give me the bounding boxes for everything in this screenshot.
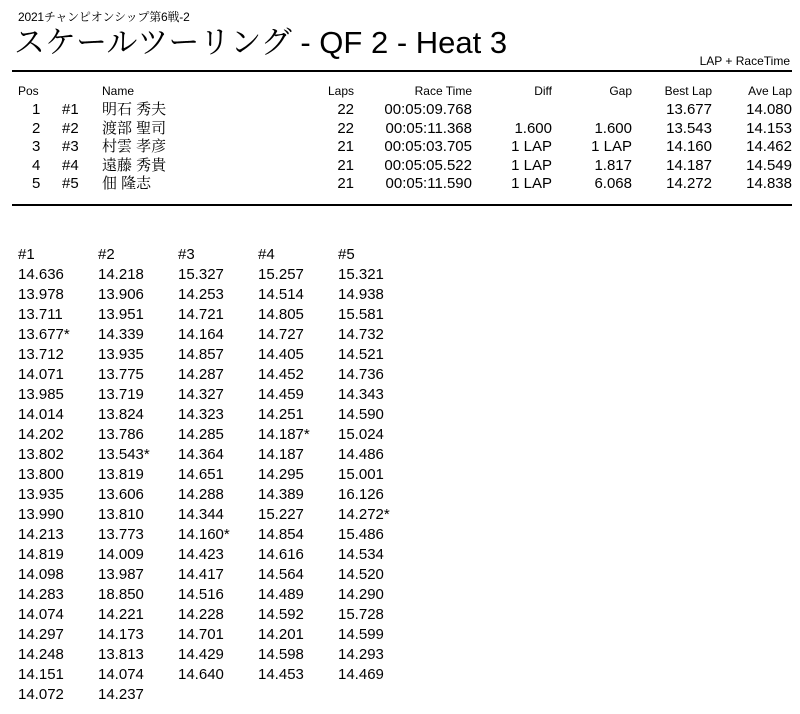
results-header-row	[0, 84, 800, 101]
lap-time: 14.616	[258, 546, 304, 563]
lap-time: 16.126	[338, 486, 384, 503]
lap-time: 14.521	[338, 346, 384, 363]
lap-time: 13.786	[98, 426, 144, 443]
lap-time: 14.459	[258, 386, 304, 403]
lap-column-header: #2	[98, 246, 115, 263]
lap-time: 13.677*	[18, 326, 70, 343]
lap-time: 14.202	[18, 426, 64, 443]
result-race-time: 00:05:05.522	[384, 156, 472, 174]
lap-time: 14.187	[258, 446, 304, 463]
result-gap: 6.068	[594, 175, 632, 193]
result-row	[0, 120, 800, 139]
lap-time: 14.469	[338, 666, 384, 683]
header-pos: Pos	[18, 84, 39, 98]
lap-time: 14.640	[178, 666, 224, 683]
lap-time: 13.712	[18, 346, 64, 363]
lap-time: 15.581	[338, 306, 384, 323]
lap-time: 14.173	[98, 626, 144, 643]
lap-time: 14.283	[18, 586, 64, 603]
lap-time: 14.287	[178, 366, 224, 383]
lap-time: 13.906	[98, 286, 144, 303]
lap-time: 18.850	[98, 586, 144, 603]
result-ave-lap: 14.080	[746, 101, 792, 118]
lap-time: 14.327	[178, 386, 224, 403]
lap-time: 15.024	[338, 426, 384, 443]
lap-column-header: #4	[258, 246, 275, 263]
header-name: Name	[102, 84, 135, 98]
lap-time: 14.253	[178, 286, 224, 303]
lap-time: 14.534	[338, 546, 384, 563]
lap-time: 13.543*	[98, 446, 150, 463]
lap-time: 14.288	[178, 486, 224, 503]
result-best-lap: 13.677	[666, 101, 712, 118]
lap-time: 14.251	[258, 406, 304, 423]
lap-time: 13.810	[98, 506, 144, 523]
lap-time: 14.009	[98, 546, 144, 563]
lap-time: 14.339	[98, 326, 144, 343]
lap-time: 13.813	[98, 646, 144, 663]
lap-time: 14.290	[338, 586, 384, 603]
result-best-lap: 13.543	[666, 119, 712, 137]
lap-time: 14.423	[178, 546, 224, 563]
lap-time: 14.599	[338, 626, 384, 643]
lap-time: 14.486	[338, 446, 384, 463]
lap-column-header: #1	[18, 246, 35, 263]
lap-time: 14.071	[18, 366, 64, 383]
result-race-time: 00:05:09.768	[384, 101, 472, 118]
result-driver-name: 遠藤 秀貴	[102, 156, 167, 174]
lap-time: 14.297	[18, 626, 64, 643]
lap-time: 14.293	[338, 646, 384, 663]
lap-time: 14.213	[18, 526, 64, 543]
result-row	[0, 101, 800, 120]
lap-time: 14.701	[178, 626, 224, 643]
result-best-lap: 14.160	[666, 138, 712, 156]
results-table	[0, 84, 800, 194]
result-laps: 21	[337, 175, 354, 193]
lap-time: 14.651	[178, 466, 224, 483]
result-driver-name: 渡部 聖司	[102, 119, 167, 137]
lap-time: 15.486	[338, 526, 384, 543]
lap-time: 14.721	[178, 306, 224, 323]
lap-time: 14.201	[258, 626, 304, 643]
lap-time: 14.072	[18, 686, 64, 703]
result-driver-name: 明石 秀夫	[102, 101, 167, 118]
lap-time: 13.719	[98, 386, 144, 403]
result-pos: 1	[32, 101, 41, 118]
lap-time: 14.590	[338, 406, 384, 423]
lap-time: 14.727	[258, 326, 304, 343]
lap-time: 13.711	[18, 306, 63, 323]
lap-time: 14.074	[98, 666, 144, 683]
lap-time: 14.343	[338, 386, 384, 403]
result-race-time: 00:05:03.705	[384, 138, 472, 156]
lap-column	[258, 245, 338, 685]
header-laps: Laps	[327, 84, 354, 98]
lap-time: 15.728	[338, 606, 384, 623]
bottom-rule	[12, 204, 792, 206]
lap-time: 14.805	[258, 306, 304, 323]
lap-time: 14.218	[98, 266, 144, 283]
result-ave-lap: 14.153	[746, 119, 792, 137]
lap-time: 13.951	[98, 306, 144, 323]
lap-column	[178, 245, 258, 685]
lap-time: 14.598	[258, 646, 304, 663]
lap-time: 14.389	[258, 486, 304, 503]
result-ave-lap: 14.462	[746, 138, 792, 156]
lap-time: 14.857	[178, 346, 224, 363]
lap-column	[98, 245, 178, 705]
result-laps: 22	[337, 119, 354, 137]
lap-time: 14.151	[18, 666, 64, 683]
lap-time: 14.344	[178, 506, 224, 523]
result-gap: 1.600	[594, 119, 632, 137]
lap-time: 14.014	[18, 406, 64, 423]
lap-time: 14.272*	[338, 506, 390, 523]
lap-time: 13.773	[98, 526, 144, 543]
header-best-lap: Best Lap	[664, 84, 712, 98]
report-subtitle: 2021チャンピオンシップ第6戦-2	[18, 10, 190, 24]
lap-time: 15.257	[258, 266, 304, 283]
report-mode: LAP + RaceTime	[699, 54, 790, 68]
lap-time: 14.248	[18, 646, 64, 663]
result-ave-lap: 14.838	[746, 175, 792, 193]
result-race-time: 00:05:11.368	[385, 119, 472, 137]
lap-time: 14.237	[98, 686, 144, 703]
lap-time: 14.819	[18, 546, 64, 563]
result-car-number: #2	[62, 119, 79, 137]
lap-time: 14.405	[258, 346, 304, 363]
result-driver-name: 村雲 孝彦	[102, 138, 167, 156]
lap-time: 13.606	[98, 486, 144, 503]
lap-time: 13.802	[18, 446, 64, 463]
lap-time: 14.564	[258, 566, 304, 583]
result-laps: 21	[337, 156, 354, 174]
result-car-number: #5	[62, 175, 79, 193]
result-row	[0, 175, 800, 194]
lap-time: 14.160*	[178, 526, 230, 543]
result-race-time: 00:05:11.590	[385, 175, 472, 193]
result-gap: 1 LAP	[591, 138, 632, 156]
lap-time: 15.227	[258, 506, 304, 523]
result-car-number: #3	[62, 138, 79, 156]
header-gap: Gap	[609, 84, 632, 98]
lap-time: 15.321	[338, 266, 384, 283]
result-best-lap: 14.187	[666, 156, 712, 174]
lap-time: 14.453	[258, 666, 304, 683]
lap-time: 14.074	[18, 606, 64, 623]
result-laps: 21	[337, 138, 354, 156]
result-diff: 1 LAP	[511, 138, 552, 156]
lap-time: 14.514	[258, 286, 304, 303]
lap-time: 14.323	[178, 406, 224, 423]
result-ave-lap: 14.549	[746, 156, 792, 174]
lap-time: 13.824	[98, 406, 144, 423]
lap-time: 14.429	[178, 646, 224, 663]
lap-time: 13.935	[18, 486, 64, 503]
lap-time: 14.164	[178, 326, 224, 343]
lap-time: 14.228	[178, 606, 224, 623]
lap-time: 13.987	[98, 566, 144, 583]
lap-time: 15.001	[338, 466, 384, 483]
lap-time: 14.938	[338, 286, 384, 303]
lap-time: 14.736	[338, 366, 384, 383]
lap-column	[338, 245, 418, 685]
result-pos: 4	[32, 156, 41, 174]
lap-column-header: #5	[338, 246, 355, 263]
lap-time: 14.221	[98, 606, 144, 623]
result-pos: 5	[32, 175, 41, 193]
result-best-lap: 14.272	[666, 175, 712, 193]
lap-time: 14.592	[258, 606, 304, 623]
result-diff: 1 LAP	[511, 156, 552, 174]
lap-time: 14.732	[338, 326, 384, 343]
result-driver-name: 佃 隆志	[102, 175, 152, 193]
lap-time: 14.489	[258, 586, 304, 603]
result-car-number: #1	[62, 101, 79, 118]
lap-time: 14.520	[338, 566, 384, 583]
lap-column-header: #3	[178, 246, 195, 263]
lap-time: 14.285	[178, 426, 224, 443]
lap-time: 14.417	[178, 566, 224, 583]
result-pos: 2	[32, 119, 41, 137]
lap-time: 13.775	[98, 366, 144, 383]
top-rule	[12, 70, 792, 72]
lap-time: 13.985	[18, 386, 64, 403]
header-ave-lap: Ave Lap	[748, 84, 792, 98]
result-diff: 1 LAP	[511, 175, 552, 193]
lap-time: 14.098	[18, 566, 64, 583]
lap-time: 14.452	[258, 366, 304, 383]
lap-time: 13.990	[18, 506, 64, 523]
header-diff: Diff	[534, 84, 552, 98]
lap-time: 13.819	[98, 466, 144, 483]
lap-time: 14.854	[258, 526, 304, 543]
lap-time: 13.935	[98, 346, 144, 363]
result-car-number: #4	[62, 156, 79, 174]
result-diff: 1.600	[514, 119, 552, 137]
lap-column	[18, 245, 98, 705]
result-gap: 1.817	[594, 156, 632, 174]
lap-time: 13.978	[18, 286, 64, 303]
lap-time: 14.187*	[258, 426, 310, 443]
report-title: スケールツーリング - QF 2 - Heat 3	[14, 25, 508, 60]
lap-time: 14.516	[178, 586, 224, 603]
result-pos: 3	[32, 138, 41, 156]
result-laps: 22	[337, 101, 354, 118]
header-race-time: Race Time	[414, 84, 472, 98]
lap-time: 14.636	[18, 266, 64, 283]
lap-time: 14.295	[258, 466, 304, 483]
lap-time: 15.327	[178, 266, 224, 283]
lap-time: 13.800	[18, 466, 64, 483]
result-row	[0, 138, 800, 157]
result-row	[0, 157, 800, 176]
lap-time: 14.364	[178, 446, 224, 463]
